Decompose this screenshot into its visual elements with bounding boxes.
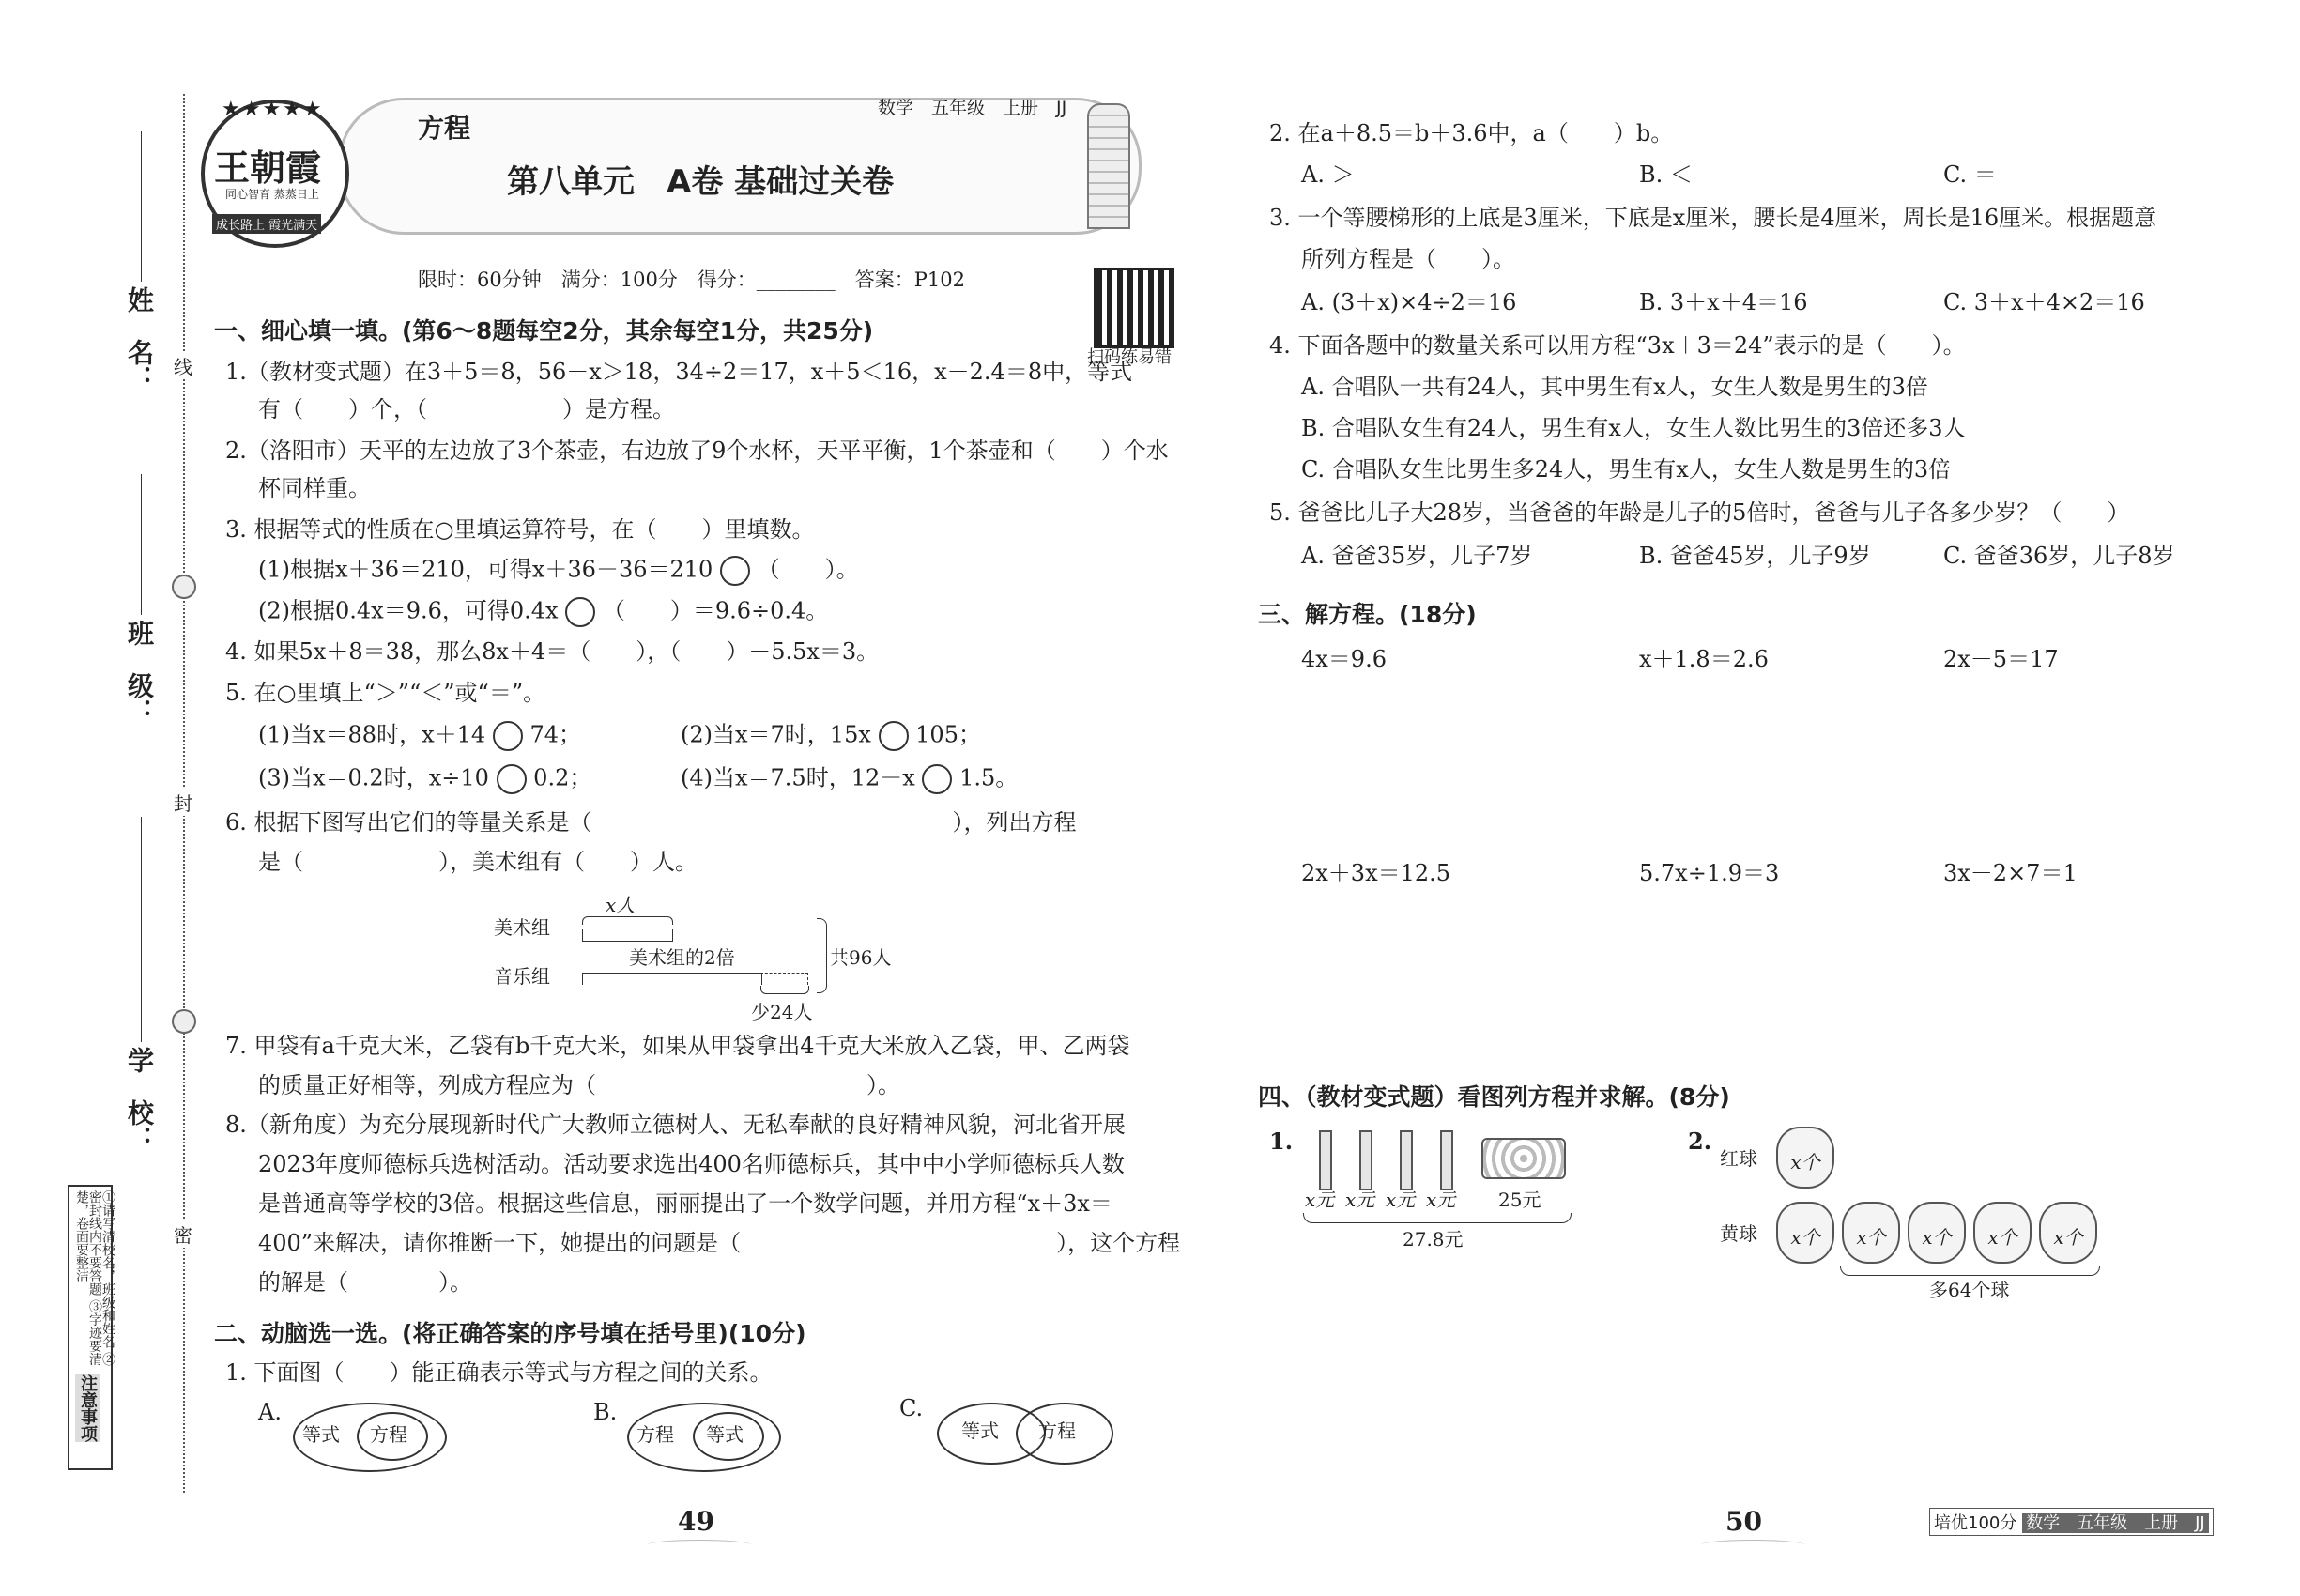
total-price: 27.8元 — [1403, 1228, 1464, 1251]
jar-icon — [1776, 1127, 1834, 1189]
answer-circle[interactable] — [565, 597, 595, 627]
music-group-label: 音乐组 — [494, 965, 550, 988]
s2-q3-optB[interactable]: B. 3＋x＋4＝16 — [1639, 289, 1808, 315]
total-brace — [1303, 1213, 1572, 1223]
section1-heading: 一、细心填一填。(第6～8题每空2分，其余每空1分，共25分) — [214, 317, 874, 345]
q5-part2 — [681, 721, 981, 751]
seal-char-3: 密 — [174, 1220, 192, 1248]
equation-1: 4x＝9.6 — [1301, 646, 1387, 672]
class-label: 班 级： — [124, 620, 155, 725]
brand-name: 王朝霞 — [214, 146, 322, 189]
s2-q3-optC[interactable]: C. 3＋x＋4×2＝16 — [1943, 289, 2145, 315]
jar-label: x个 — [1790, 1226, 1820, 1249]
venn-label-C-right: 方程 — [1038, 1420, 1076, 1442]
x-brace — [582, 916, 673, 925]
jar-label: x个 — [1790, 1151, 1820, 1174]
binding-hole-icon — [172, 1009, 196, 1034]
q8-line5: 的解是（ ）。 — [258, 1269, 472, 1296]
s2-q2-optB[interactable]: B. ＜ — [1639, 161, 1693, 188]
case-price: 25元 — [1498, 1189, 1541, 1211]
venn-label-A-outer: 等式 — [302, 1423, 340, 1446]
less-label: 少24人 — [751, 1001, 813, 1023]
q5-part3-text: (3)当x＝0.2时，x÷10 — [258, 764, 489, 791]
q3-part2 — [258, 597, 828, 627]
jar-icon — [2039, 1202, 2097, 1264]
jar-label: x个 — [1987, 1226, 2017, 1249]
seal-char-2: 封 — [174, 789, 192, 816]
equation-4: 2x＋3x＝12.5 — [1301, 860, 1451, 886]
topic-label: 方程 — [418, 113, 471, 144]
pencil-price-2: x元 — [1345, 1189, 1375, 1211]
pencil-icon — [1440, 1130, 1453, 1190]
pencil-price-4: x元 — [1426, 1189, 1456, 1211]
notes-list — [75, 1190, 115, 1369]
q8-line3: 是普通高等学校的3倍。根据这些信息，丽丽提出了一个数学问题，并用方程“x＋3x＝ — [258, 1190, 1112, 1217]
q1-line2: 有（ ）个，（ ）是方程。 — [258, 396, 675, 422]
q6-line2: 是（ ），美术组有（ ）人。 — [258, 849, 698, 875]
problem1-number: 1. — [1269, 1128, 1294, 1155]
equation-5: 5.7x÷1.9＝3 — [1639, 860, 1780, 886]
section3-heading: 三、解方程。(18分) — [1258, 601, 1477, 628]
jar-label: x个 — [1856, 1226, 1886, 1249]
name-blank[interactable] — [141, 131, 142, 282]
less-brace — [760, 986, 809, 994]
more-brace — [1840, 1266, 2100, 1276]
q4: 4. 如果5x＋8＝38，那么8x＋4＝（ ），（ ）－5.5x＝3。 — [225, 638, 880, 665]
page-wave-decoration — [648, 1540, 751, 1550]
notes-title: 注意事项 — [75, 1374, 100, 1442]
q5-part3 — [258, 764, 591, 794]
binding-hole-icon — [172, 575, 196, 599]
s2-q3-line1: 3. 一个等腰梯形的上底是3厘米，下底是x厘米，腰长是4厘米，周长是16厘米。根据题意 — [1269, 205, 2157, 231]
red-ball-label: 红球 — [1720, 1147, 1757, 1170]
answer-circle[interactable] — [493, 721, 523, 751]
art-bar — [582, 929, 673, 942]
q5-part4-text: (4)当x＝7.5时，12－x — [681, 764, 915, 791]
q3-part1-text: (1)根据x＋36＝210，可得x＋36－36＝210 — [258, 556, 713, 583]
s2-q2: 2. 在a＋8.5＝b＋3.6中，a（ ）b。 — [1269, 120, 1674, 146]
qr-caption: 扫码练易错 — [1087, 347, 1172, 367]
jar-icon — [1973, 1202, 2032, 1264]
s2-q4-optB[interactable]: B. 合唱队女生有24人，男生有x人，女生人数比男生的3倍还多3人 — [1301, 415, 1966, 441]
jar-icon — [1776, 1202, 1834, 1264]
page-number-left: 49 — [678, 1506, 714, 1537]
pencil-icon — [1319, 1130, 1332, 1190]
q3-part1 — [258, 556, 859, 586]
total-brace — [817, 918, 827, 993]
jar-label: x个 — [1922, 1226, 1952, 1249]
star-icon: ★★★★★ — [222, 98, 324, 121]
brand-slogan: 同心智育 蒸蒸日上 — [225, 188, 319, 201]
class-blank[interactable] — [141, 474, 142, 615]
answer-circle[interactable] — [497, 764, 527, 794]
brand-logo — [201, 100, 349, 248]
seal-char-1: 线 — [174, 352, 192, 379]
subject-line: 数学 五年级 上册 JJ — [878, 98, 1067, 118]
page-number-right: 50 — [1725, 1506, 1762, 1537]
s2-q5-optB[interactable]: B. 爸爸45岁，儿子9岁 — [1639, 543, 1871, 569]
note-item: ①请写清校名，班级和姓名 — [100, 1190, 115, 1348]
pencil-case-icon — [1481, 1138, 1566, 1179]
q3-stem: 3. 根据等式的性质在○里填运算符号，在（ ）里填数。 — [225, 516, 815, 543]
q2-line1: 2.（洛阳市）天平的左边放了3个茶壶，右边放了9个水杯，天平平衡，1个茶壶和（ ）个水 — [225, 437, 1169, 464]
q8-line4: 400”来解决，请你推断一下，她提出的问题是（ ），这个方程 — [258, 1230, 1181, 1256]
s2-q5: 5. 爸爸比儿子大28岁，当爸爸的年龄是儿子的5倍时，爸爸与儿子各多少岁？（ ） — [1269, 499, 2130, 526]
s2-q1-optC[interactable]: C. — [899, 1395, 924, 1421]
s2-q3-optA[interactable]: A. (3＋x)×4÷2＝16 — [1301, 289, 1517, 315]
page-wave-decoration — [1701, 1540, 1804, 1550]
venn-label-B-outer: 方程 — [636, 1423, 674, 1446]
art-group-label: 美术组 — [494, 916, 550, 939]
q8-line1: 8.（新角度）为充分展现新时代广大教师立德树人、无私奉献的良好精神风貌，河北省开展 — [225, 1112, 1126, 1138]
test-meta: 限时：60分钟 满分：100分 得分：________ 答案：P102 — [418, 269, 966, 291]
equation-3: 2x－5＝17 — [1943, 646, 2059, 672]
q5-part4 — [681, 764, 1018, 794]
jar-icon — [1908, 1202, 1966, 1264]
q5-part1 — [258, 721, 581, 751]
s2-q4-optA[interactable]: A. 合唱队一共有24人，其中男生有x人，女生人数是男生的3倍 — [1301, 374, 1928, 400]
q5-stem: 5. 在○里填上“＞”“＜”或“＝”。 — [225, 680, 546, 706]
s2-q1: 1. 下面图（ ）能正确表示等式与方程之间的关系。 — [225, 1359, 773, 1386]
section2-heading: 二、动脑选一选。(将正确答案的序号填在括号里)(10分) — [214, 1320, 806, 1347]
footer-tag — [1929, 1508, 2214, 1536]
notes-box — [68, 1185, 113, 1470]
pencil-icon — [1400, 1130, 1413, 1190]
q8-line2: 2023年度师德标兵选树活动。活动要求选出400名师德标兵，其中中小学师德标兵人数 — [258, 1151, 1125, 1177]
q3-part1-blank: （ ）。 — [757, 556, 859, 583]
jar-icon — [1842, 1202, 1900, 1264]
q6-line1: 6. 根据下图写出它们的等量关系是（ ），列出方程 — [225, 809, 1077, 836]
q1-line1: 1.（教材变式题）在3＋5＝8，56－x＞18，34÷2＝17，x＋5＜16，x－2.4＝8中，等式 — [225, 359, 1133, 385]
lighthouse-icon — [1087, 103, 1130, 229]
s2-q5-optC[interactable]: C. 爸爸36岁，儿子8岁 — [1943, 543, 2175, 569]
qr-code-icon[interactable] — [1094, 268, 1174, 348]
pencil-price-1: x元 — [1305, 1189, 1335, 1211]
venn-label-B-inner: 等式 — [706, 1423, 744, 1446]
s2-q3-line2: 所列方程是（ ）。 — [1301, 246, 1515, 272]
total-label: 共96人 — [830, 946, 892, 969]
q5-part2-text: (2)当x＝7时，15x — [681, 721, 871, 748]
venn-label-A-inner: 方程 — [370, 1423, 407, 1446]
yellow-ball-label: 黄球 — [1720, 1222, 1757, 1245]
q5-part3-value: 0.2； — [533, 764, 592, 791]
answer-circle[interactable] — [879, 721, 909, 751]
answer-circle[interactable] — [720, 556, 750, 586]
jar-label: x个 — [2053, 1226, 2083, 1249]
note-item: ②密封线内不要答题 — [87, 1190, 115, 1366]
q5-part4-value: 1.5。 — [959, 764, 1019, 791]
q5-part1-value: 74； — [529, 721, 581, 748]
footer-brand: 培优100分 — [1934, 1513, 2017, 1533]
pencil-icon — [1359, 1130, 1372, 1190]
q7-line2: 的质量正好相等，列成方程应为（ ）。 — [258, 1072, 900, 1098]
s2-q5-optA[interactable]: A. 爸爸35岁，儿子7岁 — [1301, 543, 1533, 569]
q5-part1-text: (1)当x＝88时，x＋14 — [258, 721, 486, 748]
footer-subject: 数学 五年级 上册 JJ — [2022, 1513, 2209, 1533]
answer-circle[interactable] — [922, 764, 952, 794]
s2-q2-optC[interactable]: C. ＝ — [1943, 161, 1997, 188]
s2-q1-optA[interactable]: A. — [258, 1399, 282, 1425]
segment-diagram — [488, 890, 911, 1021]
pencil-price-3: x元 — [1386, 1189, 1416, 1211]
q3-part2-text: (2)根据0.4x＝9.6，可得0.4x — [258, 597, 559, 624]
name-label: 姓 名： — [124, 286, 155, 391]
note-item: ③字迹要清楚，卷面要整洁 — [74, 1190, 102, 1366]
q3-part2-rest: （ ）＝9.6÷0.4。 — [602, 597, 829, 624]
s2-q4-optC[interactable]: C. 合唱队女生比男生多24人，男生有x人，女生人数是男生的3倍 — [1301, 456, 1952, 483]
school-label: 学 校： — [124, 1047, 155, 1152]
more-label: 多64个球 — [1929, 1279, 2010, 1301]
venn-label-C-left: 等式 — [961, 1420, 999, 1442]
s2-q4: 4. 下面各题中的数量关系可以用方程“3x＋3＝24”表示的是（ ）。 — [1269, 332, 1966, 359]
equation-2: x＋1.8＝2.6 — [1639, 646, 1769, 672]
music-extra-bar — [760, 973, 808, 985]
s2-q1-optB[interactable]: B. — [593, 1399, 618, 1425]
q2-line2: 杯同样重。 — [258, 475, 371, 501]
school-blank[interactable] — [141, 817, 142, 1042]
music-bar — [582, 973, 762, 985]
q5-part2-value: 105； — [915, 721, 981, 748]
section4-heading: 四、（教材变式题）看图列方程并求解。(8分) — [1258, 1083, 1730, 1111]
brand-slogan: 成长路上 霞光满天 — [212, 214, 321, 234]
s2-q2-optA[interactable]: A. ＞ — [1301, 161, 1355, 188]
q7-line1: 7. 甲袋有a千克大米，乙袋有b千克大米，如果从甲袋拿出4千克大米放入乙袋，甲、乙两袋 — [225, 1033, 1130, 1059]
problem2-number: 2. — [1688, 1128, 1712, 1155]
double-label: 美术组的2倍 — [629, 946, 735, 969]
equation-6: 3x－2×7＝1 — [1943, 860, 2078, 886]
page-title: 第八单元 A卷 基础过关卷 — [507, 163, 895, 201]
x-label: x人 — [606, 894, 636, 916]
